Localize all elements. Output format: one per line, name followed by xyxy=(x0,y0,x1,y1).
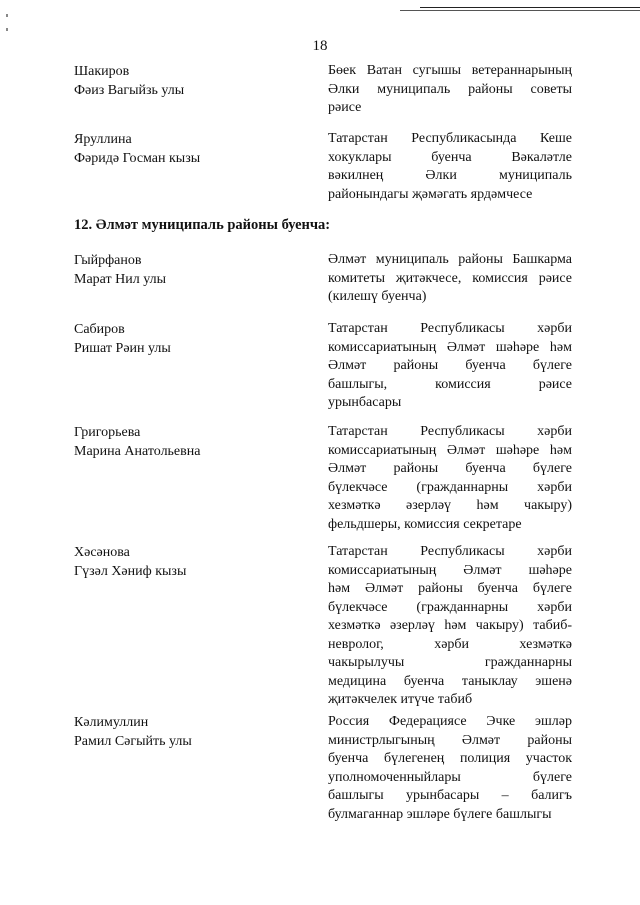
section-heading: 12. Әлмәт муниципаль районы буенча: xyxy=(74,217,331,233)
role-line: Татарстан Республикасы хәрби xyxy=(328,321,572,336)
role-line: уполномоченныйлары бүлеге xyxy=(328,769,572,785)
role-line: чакырылучы гражданнарны xyxy=(328,655,572,670)
member-name xyxy=(74,713,294,751)
member-role xyxy=(328,713,572,824)
member-name xyxy=(74,543,294,581)
role-line: хезмәткә әзерләү һәм чакыру) xyxy=(328,498,572,513)
member-surname: Григорьева xyxy=(74,425,141,440)
member-role xyxy=(328,543,572,710)
member-given-name: Фәридә Госман кызы xyxy=(74,151,201,166)
role-line: (килешү буенча) xyxy=(328,289,427,304)
role-line: рәисе xyxy=(328,100,362,115)
role-line: башлыгы урынбасары – балигъ xyxy=(328,788,572,803)
member-role xyxy=(328,62,572,118)
member-name xyxy=(74,320,294,358)
role-line: министрлыгының Әлмәт районы xyxy=(328,732,572,748)
role-line: урынбасары xyxy=(328,395,402,410)
role-line: Татарстан Республикасында Кеше xyxy=(328,131,572,146)
role-line: башлыгы, комиссия рәисе xyxy=(328,376,572,392)
role-line: вәкилнең Әлки муниципаль xyxy=(328,168,572,183)
role-line: Әлмәт районы буенча бүлеге xyxy=(328,461,572,476)
role-line: Әлмәт районы буенча бүлеге xyxy=(328,358,572,373)
role-line: фельдшеры, комиссия секретаре xyxy=(328,516,522,532)
role-line: Татарстан Республикасы хәрби xyxy=(328,424,572,439)
role-line: хезмәткә әзерләү һәм чакыру) табиб- xyxy=(328,618,572,633)
margin-mark xyxy=(6,28,8,31)
member-role xyxy=(328,423,572,534)
member-name xyxy=(74,62,294,100)
member-surname: Шакиров xyxy=(74,64,130,79)
role-line: булмаганнар эшләре бүлеге башлыгы xyxy=(328,806,552,822)
member-given-name: Фәиз Вагыйзь улы xyxy=(74,83,185,98)
member-given-name: Марина Анатольевна xyxy=(74,444,201,459)
header-rule-2 xyxy=(400,10,640,11)
member-given-name: Гүзәл Хәниф кызы xyxy=(74,564,187,579)
role-line: комиссариатының Әлмәт шәһәре һәм xyxy=(328,339,572,355)
member-surname: Яруллина xyxy=(74,132,132,147)
role-line: невролог, хәрби хезмәткә xyxy=(328,636,572,652)
role-line: җитәкчелек итүче табиб xyxy=(328,692,473,707)
member-role xyxy=(328,251,572,307)
member-name xyxy=(74,130,294,168)
role-line: комиссариатының Әлмәт шәһәре xyxy=(328,562,572,578)
role-line: районындагы җәмәгать ярдәмчесе xyxy=(328,186,533,202)
member-surname: Хәсәнова xyxy=(74,545,130,560)
member-given-name: Ришат Рәин улы xyxy=(74,341,171,356)
page-number: 18 xyxy=(312,38,328,54)
member-given-name: Марат Нил улы xyxy=(74,272,166,287)
member-surname: Гыйрфанов xyxy=(74,253,142,268)
member-given-name: Рамил Сәгыйть улы xyxy=(74,734,192,749)
member-surname: Кәлимуллин xyxy=(74,715,149,730)
role-line: комитеты җитәкчесе, комиссия рәисе xyxy=(328,270,572,286)
header-rule xyxy=(420,7,640,8)
role-line: Татарстан Республикасы хәрби xyxy=(328,544,572,559)
role-line: бүлекчәсе (гражданнарны хәрби xyxy=(328,599,572,615)
margin-mark xyxy=(6,14,8,17)
member-name xyxy=(74,251,294,289)
role-line: Әлмәт муниципаль районы Башкарма xyxy=(328,252,572,267)
role-line: Бөек Ватан сугышы ветераннарының xyxy=(328,63,572,78)
role-line: хокуклары буенча Вәкаләтле xyxy=(328,149,572,165)
member-role xyxy=(328,130,572,204)
member-name xyxy=(74,423,294,461)
role-line: Әлки муниципаль районы советы xyxy=(328,81,572,97)
role-line: комиссариатының Әлмәт шәһәре һәм xyxy=(328,442,572,458)
member-surname: Сабиров xyxy=(74,322,125,337)
role-line: һәм Әлмәт районы буенча бүлеге xyxy=(328,581,572,596)
role-line: медицина буенча таныклау эшенә xyxy=(328,673,572,689)
role-line: бүлекчәсе (гражданнарны хәрби xyxy=(328,479,572,495)
role-line: Россия Федерациясе Эчке эшләр xyxy=(328,714,572,729)
role-line: буенча бүлегенең полиция участок xyxy=(328,751,572,766)
member-role xyxy=(328,320,572,413)
